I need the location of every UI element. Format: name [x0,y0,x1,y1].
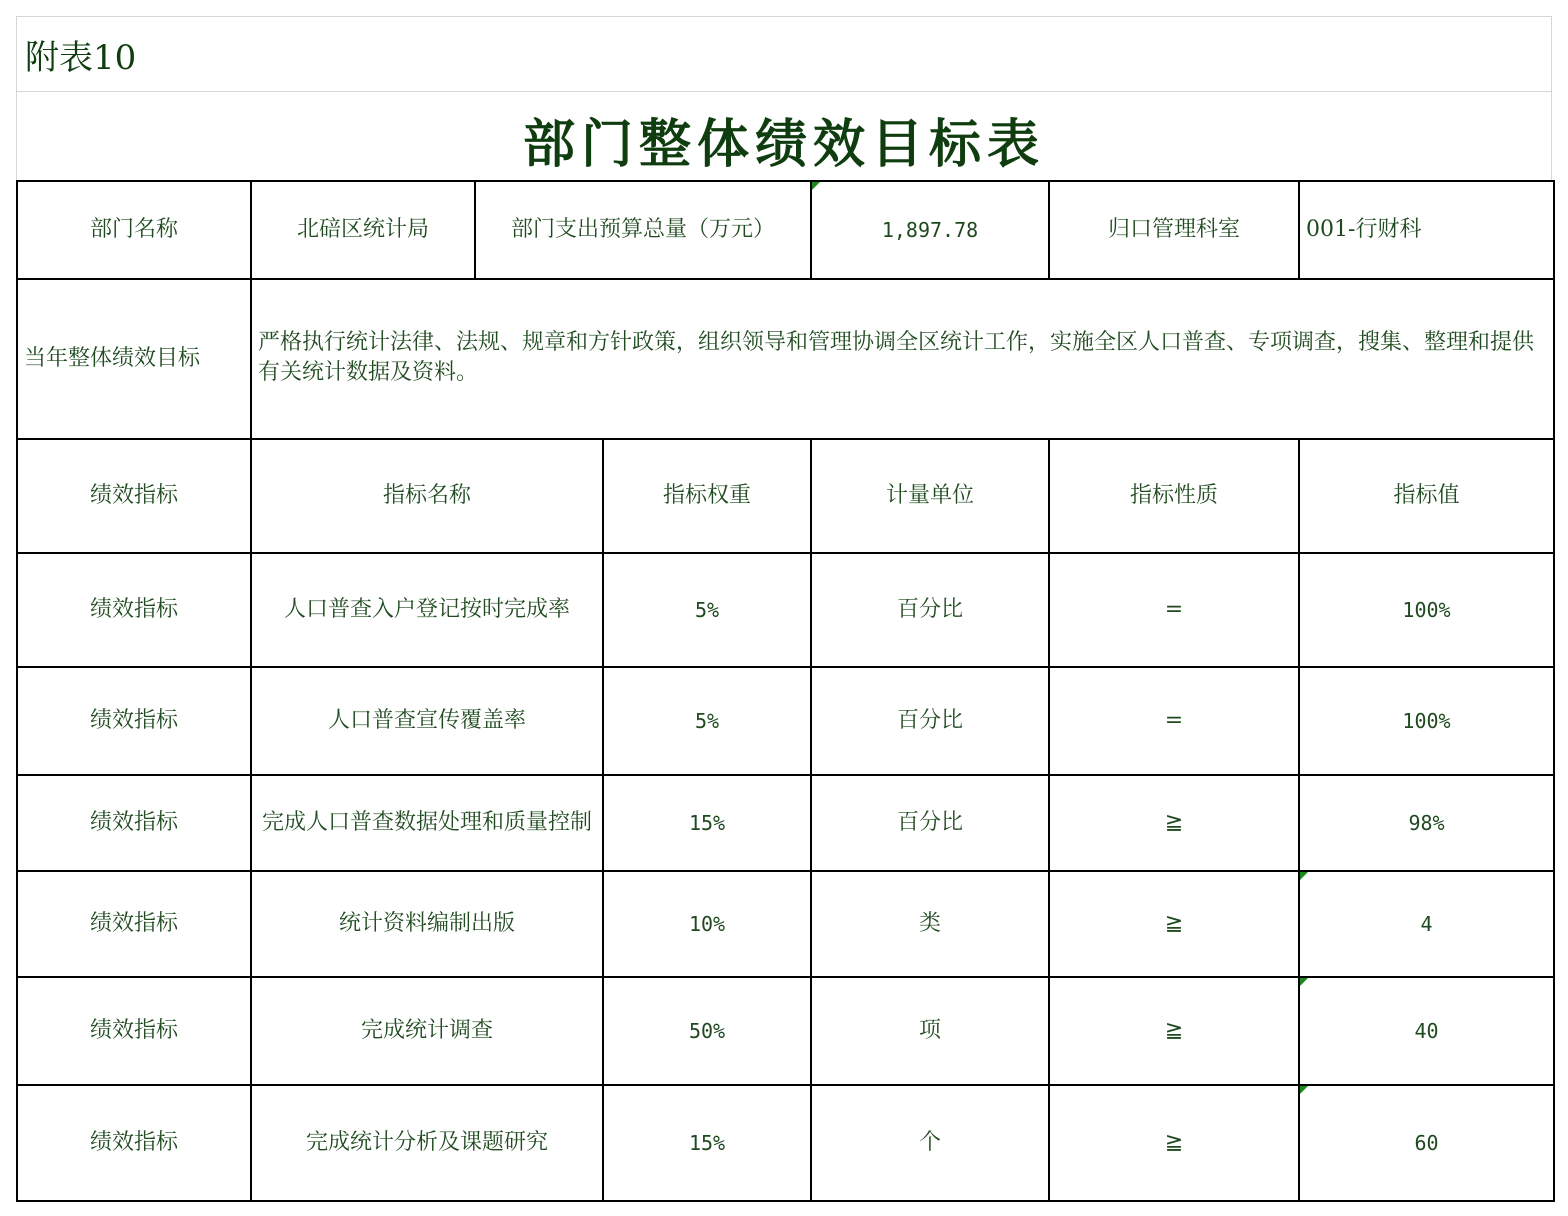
row-name-cell[interactable]: 统计资料编制出版 [251,871,603,977]
appendix-label: 附表10 [16,16,1552,92]
row-nature-cell[interactable]: ≧ [1049,775,1299,871]
row-value: 40 [1414,1019,1439,1043]
row-nature-cell[interactable]: = [1049,553,1299,667]
row-nature-cell[interactable]: ≧ [1049,977,1299,1085]
table-row [17,871,1554,977]
row-value-cell[interactable] [1299,977,1554,1085]
row-category-cell[interactable]: 绩效指标 [17,553,251,667]
row-category-cell[interactable]: 绩效指标 [17,1085,251,1201]
row-name-cell[interactable]: 完成统计调查 [251,977,603,1085]
spreadsheet-sheet [16,16,1552,1202]
header-unit[interactable]: 计量单位 [811,439,1049,553]
row-nature-cell[interactable]: ≧ [1049,1085,1299,1201]
row-unit-cell[interactable]: 百分比 [811,667,1049,775]
goal-label-cell[interactable]: 当年整体绩效目标 [17,279,251,439]
row-value: 4 [1420,912,1433,936]
row-value-cell[interactable]: 98% [1299,775,1554,871]
goal-row [17,279,1554,439]
row-weight-cell[interactable]: 15% [603,775,811,871]
budget-value-cell[interactable] [811,181,1049,279]
page-title: 部门整体绩效目标表 [16,92,1552,180]
row-category-cell[interactable]: 绩效指标 [17,667,251,775]
dept-name-label-cell[interactable]: 部门名称 [17,181,251,279]
header-category[interactable]: 绩效指标 [17,439,251,553]
row-value-cell[interactable] [1299,1085,1554,1201]
comment-marker-icon [812,182,820,190]
budget-value: 1,897.78 [881,218,979,242]
row-category-cell[interactable]: 绩效指标 [17,871,251,977]
row-unit-cell[interactable]: 百分比 [811,775,1049,871]
row-category-cell[interactable]: 绩效指标 [17,775,251,871]
row-value-cell[interactable]: 100% [1299,667,1554,775]
row-value: 60 [1414,1131,1439,1155]
office-label-cell[interactable]: 归口管理科室 [1049,181,1299,279]
goal-text-cell[interactable]: 严格执行统计法律、法规、规章和方针政策，组织领导和管理协调全区统计工作，实施全区人口普查、专项调查，搜集、整理和提供有关统计数据及资料。 [251,279,1554,439]
info-row [17,181,1554,279]
row-value-cell[interactable] [1299,871,1554,977]
row-value-cell[interactable]: 100% [1299,553,1554,667]
header-value[interactable]: 指标值 [1299,439,1554,553]
row-unit-cell[interactable]: 类 [811,871,1049,977]
table-row [17,775,1554,871]
row-name-cell[interactable]: 完成人口普查数据处理和质量控制 [251,775,603,871]
comment-marker-icon [1300,872,1308,880]
comment-marker-icon [1300,978,1308,986]
comment-marker-icon [1300,1086,1308,1094]
row-category-cell[interactable]: 绩效指标 [17,977,251,1085]
row-weight-cell[interactable]: 15% [603,1085,811,1201]
header-name[interactable]: 指标名称 [251,439,603,553]
row-unit-cell[interactable]: 百分比 [811,553,1049,667]
row-unit-cell[interactable]: 项 [811,977,1049,1085]
row-name-cell[interactable]: 人口普查入户登记按时完成率 [251,553,603,667]
row-weight-cell[interactable]: 50% [603,977,811,1085]
row-nature-cell[interactable]: = [1049,667,1299,775]
row-name-cell[interactable]: 完成统计分析及课题研究 [251,1085,603,1201]
row-unit-cell[interactable]: 个 [811,1085,1049,1201]
header-row [17,439,1554,553]
row-weight-cell[interactable]: 5% [603,667,811,775]
dept-name-value-cell[interactable]: 北碚区统计局 [251,181,475,279]
header-nature[interactable]: 指标性质 [1049,439,1299,553]
row-weight-cell[interactable]: 10% [603,871,811,977]
row-name-cell[interactable]: 人口普查宣传覆盖率 [251,667,603,775]
table-row [17,1085,1554,1201]
row-nature-cell[interactable]: ≧ [1049,871,1299,977]
table-row [17,977,1554,1085]
office-value-cell[interactable]: 001-行财科 [1299,181,1554,279]
performance-table [16,180,1555,1202]
row-weight-cell[interactable]: 5% [603,553,811,667]
table-row [17,667,1554,775]
header-weight[interactable]: 指标权重 [603,439,811,553]
budget-label-cell[interactable]: 部门支出预算总量（万元） [475,181,811,279]
table-row [17,553,1554,667]
